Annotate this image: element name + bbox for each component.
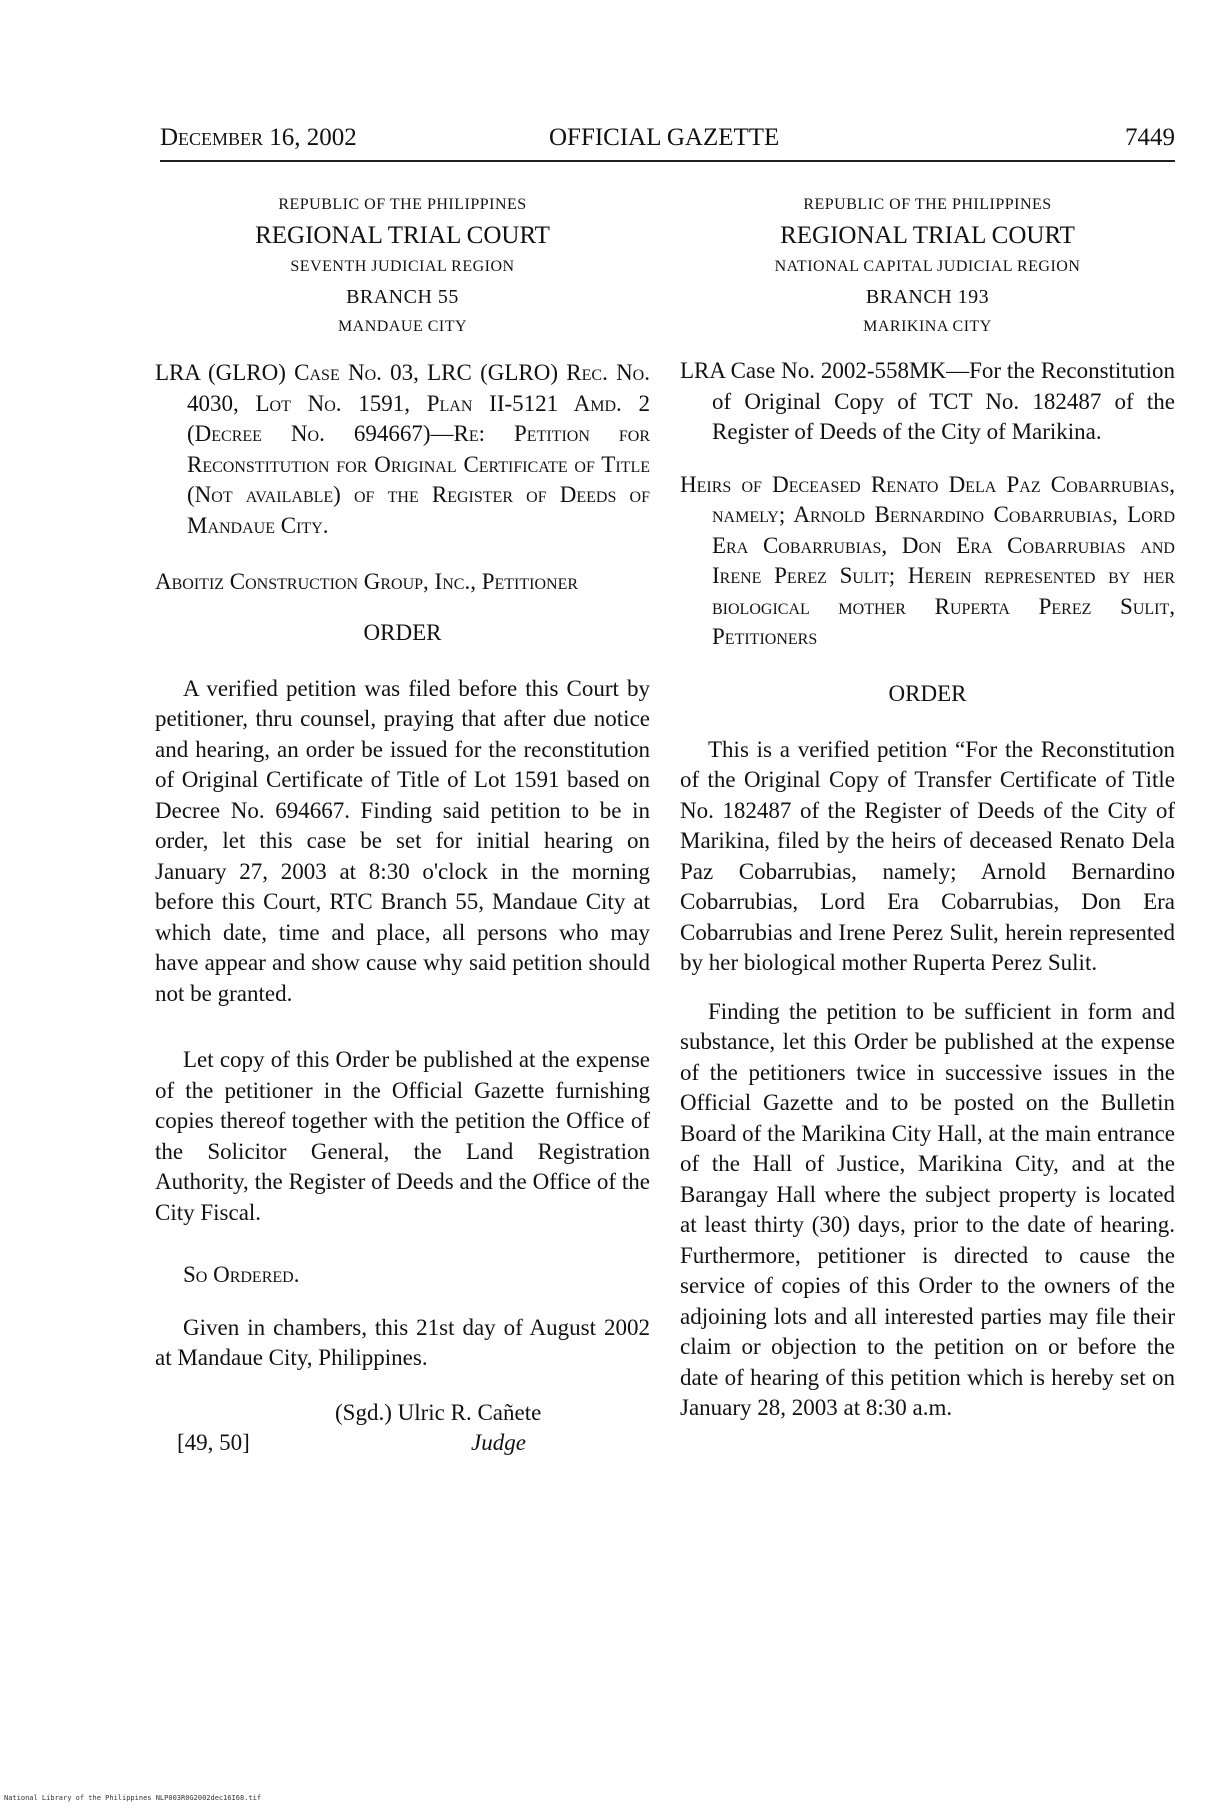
caption-city: MANDAUE CITY	[337, 318, 468, 335]
petitioner-line: Aboitiz Construction Group, Inc., Petitioner	[155, 569, 579, 594]
judge-title: Judge	[471, 1429, 526, 1455]
case-title: LRA (GLRO) Case No. 03, LRC (GLRO) Rec. No. 4030, Lot No. 1591, Plan II-5121 Amd. 2 (Decree No. 694667)—Re: Petition for Reconstitution for Original Certificate of Title (Not available) of the Register of Deeds of Mandaue City.	[155, 360, 650, 538]
case-title: LRA Case No. 2002-558MK—For the Reconstitution of Original Copy of TCT No. 182487 of the Register of Deeds of the City of Marikina.	[680, 358, 1175, 444]
so-ordered: So Ordered.	[183, 1262, 300, 1287]
caption-branch: BRANCH 193	[865, 286, 990, 308]
issue-date: December 16, 2002	[160, 124, 357, 151]
given-line: Given in chambers, this 21st day of August 2002 at Mandaue City, Philippines.	[155, 1314, 650, 1370]
caption-court: REGIONAL TRIAL COURT	[255, 222, 550, 249]
judge-signature: (Sgd.) Ulric R. Cañete	[335, 1399, 542, 1425]
caption-branch: BRANCH 55	[346, 286, 459, 308]
signature-block	[155, 1398, 650, 1428]
scan-footer: National Library of the Philippines NLP003R0G2002dec16I68.tif	[4, 1794, 262, 1802]
caption-city: MARIKINA CITY	[863, 318, 992, 335]
caption-region: NATIONAL CAPITAL JUDICIAL REGION	[774, 258, 1081, 275]
page-number: 7449	[1125, 124, 1175, 151]
order-paragraph: Let copy of this Order be published at the expense of the petitioner in the Official Gazette furnishing copies thereof together with the petition the Office of the Solicitor General, the Land Registration Authority, the Register of Deeds and the Office of the City Fiscal.	[155, 1047, 650, 1225]
caption-republic: REPUBLIC OF THE PHILIPPINES	[278, 196, 527, 213]
petitioners-line: Heirs of Deceased Renato Dela Paz Cobarrubias, namely; Arnold Bernardino Cobarrubias, Lord Era Cobarrubias, Don Era Cobarrubias and Irene Perez Sulit; Herein represented by her biological mother Ruperta Perez Sulit, Petitioners	[680, 471, 1175, 649]
right-column	[680, 190, 1175, 1424]
court-caption-right	[680, 190, 1175, 342]
publication-title: OFFICIAL GAZETTE	[549, 124, 780, 151]
left-column	[155, 190, 650, 1458]
order-heading: ORDER	[363, 619, 442, 645]
order-paragraph: A verified petition was filed before this Court by petitioner, thru counsel, praying that after due notice and hearing, an order be issued for the reconstitution of Original Certificate of Title of Lot 1591 based on Decree No. 694667. Finding said petition to be in order, let this case be set for initial hearing on January 27, 2003 at 8:30 o'clock in the morning before this Court, RTC Branch 55, Mandaue City at which date, time and place, all persons who may have appear and show cause why said petition should not be granted.	[155, 675, 650, 1006]
reference-number: [49, 50]	[177, 1429, 250, 1455]
order-heading: ORDER	[888, 680, 967, 706]
caption-court: REGIONAL TRIAL COURT	[780, 222, 1075, 249]
order-paragraph: This is a verified petition “For the Reconstitution of the Original Copy of Transfer Certificate of Title No. 182487 of the Register of Deeds of the City of Marikina, filed by the heirs of deceased Renato Dela Paz Cobarrubias, namely; Arnold Bernardino Cobarrubias, Lord Era Cobarrubias, Don Era Cobarrubias and Irene Perez Sulit, herein represented by her biological mother Ruperta Perez Sulit.	[680, 736, 1175, 975]
order-paragraph: Finding the petition to be sufficient in form and substance, let this Order be published at the expense of the petitioners twice in successive issues in the Official Gazette and to be posted on the Bulletin Board of the Marikina City Hall, at the main entrance of the Hall of Justice, Marikina City, and at the Barangay Hall where the subject property is located at least thirty (30) days, prior to the date of hearing. Furthermore, petitioner is directed to cause the service of copies of this Order to the owners of the adjoining lots and all interested parties may file their claim or objection to the petition on or before the date of hearing of this petition which is hereby set on January 28, 2003 at 8:30 a.m.	[680, 998, 1175, 1420]
caption-republic: REPUBLIC OF THE PHILIPPINES	[803, 196, 1052, 213]
court-caption-left	[155, 190, 650, 342]
signature-footer	[155, 1428, 650, 1458]
caption-region: SEVENTH JUDICIAL REGION	[290, 258, 515, 275]
page-header	[160, 124, 1175, 162]
